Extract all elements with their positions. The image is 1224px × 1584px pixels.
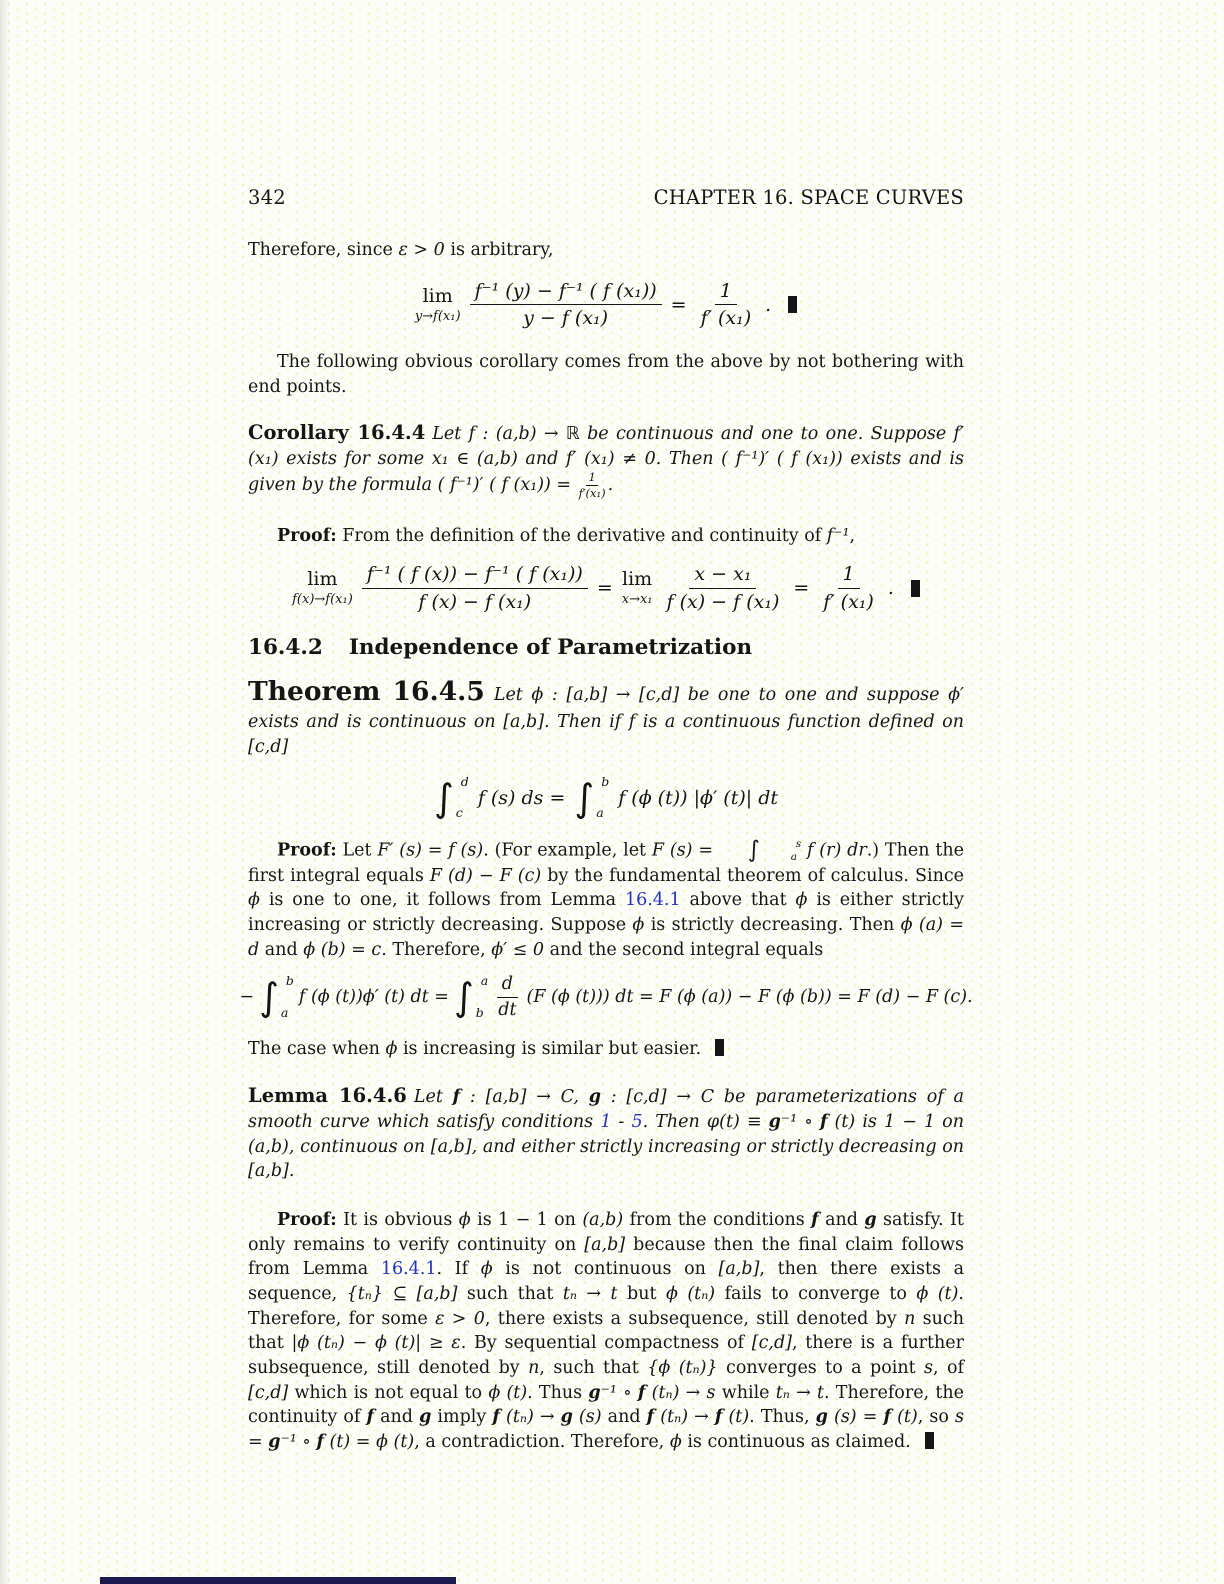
math-run: f (s) ds = xyxy=(477,786,566,809)
integral-sign-icon: ∫ xyxy=(747,837,760,864)
integral-lower-limit: a xyxy=(596,805,604,821)
fraction xyxy=(696,280,757,330)
bold-math-run: f xyxy=(366,1407,374,1428)
text-run: because then the final claim follows from Lemma xyxy=(248,1234,964,1280)
fraction-denominator: y − f (x₁) xyxy=(523,307,609,330)
text-run: is one to one, it follows from Lemma xyxy=(259,890,625,911)
integral xyxy=(259,974,294,1020)
qed-marker xyxy=(925,1432,934,1449)
text-run: , such that xyxy=(539,1358,648,1378)
equation-proof-limit-chain xyxy=(248,563,964,613)
integral xyxy=(434,775,469,821)
math-run: n xyxy=(904,1308,916,1329)
paragraph-corollary-intro xyxy=(248,350,964,399)
lemma-16-4-6 xyxy=(248,1082,964,1184)
limit-operator xyxy=(622,570,653,606)
limit-subscript: f(x)→f(x₁) xyxy=(292,592,353,608)
math-run: ϕ (a) = d xyxy=(248,914,964,960)
math-run: ϕ xyxy=(632,914,645,935)
limit-subscript: y→f(x₁) xyxy=(414,308,461,324)
bold-math-run: g xyxy=(419,1407,432,1428)
math-run: ϕ xyxy=(458,1209,471,1230)
math-run: (s) xyxy=(572,1407,602,1428)
text-run: Therefore, since xyxy=(248,240,399,260)
math-run: ⁻¹ ∘ xyxy=(600,1382,638,1403)
math-run: . xyxy=(765,293,772,316)
text-run: : [c,d] → C be parameterizations of a smooth curve which satisfy conditions xyxy=(248,1087,964,1132)
integral xyxy=(454,974,488,1020)
math-run: ⁻¹ ∘ xyxy=(280,1432,317,1453)
text-run: Let xyxy=(413,1087,453,1108)
math-run: (tₙ) → xyxy=(654,1407,715,1428)
integral-limits xyxy=(594,775,609,821)
text-run: , of xyxy=(933,1358,965,1378)
math-run: f (ϕ (t))ϕ′ (t) dt = xyxy=(298,987,449,1008)
text-run: . If xyxy=(436,1259,481,1280)
math-run: s xyxy=(924,1358,934,1378)
text-run: : [a,b] → C, xyxy=(460,1087,589,1108)
text-run: but xyxy=(617,1283,666,1304)
text-run: such that xyxy=(457,1283,563,1304)
text-run: . Then φ(t) ≡ xyxy=(642,1111,769,1132)
fraction xyxy=(493,974,521,1020)
text-run: is increasing is similar but easier. xyxy=(397,1038,702,1059)
math-run: ϕ (t) xyxy=(916,1283,959,1304)
text-run: Let ϕ : [a,b] → [c,d] be one to one and suppose ϕ′ exists and is continuous on [a,b]. Then if f is a continuous function defined on [c,d] xyxy=(248,684,964,757)
text-run: , there exists a subsequence, still denoted by xyxy=(484,1308,905,1329)
math-run: |ϕ (tₙ) − ϕ (t)| ≥ ε xyxy=(291,1333,461,1354)
bold-math-run: g xyxy=(768,1111,781,1132)
qed-marker xyxy=(911,580,920,597)
cross-reference-link[interactable]: 16.4.1 xyxy=(624,890,681,911)
text-run: . (For example, let xyxy=(483,840,652,861)
limit-subscript: x→x₁ xyxy=(621,592,653,608)
text-run: . Therefore, for some xyxy=(248,1283,964,1329)
math-run: (F (ϕ (t))) dt = F (ϕ (a)) − F (ϕ (b)) = F (d) − F (c). xyxy=(526,987,973,1008)
math-run: {ϕ (tₙ)} xyxy=(647,1358,718,1378)
math-run: ε > 0 xyxy=(398,240,445,260)
integral-upper-limit: b xyxy=(285,973,294,989)
integral-lower-limit: b xyxy=(475,1004,484,1020)
text-run: is not continuous on xyxy=(492,1259,719,1280)
bold-math-run: f xyxy=(819,1111,828,1132)
text-run: is 1 − 1 on xyxy=(470,1209,583,1230)
text-run: by the fundamental theorem of calculus. Since xyxy=(541,865,964,886)
fraction xyxy=(818,563,879,613)
text-run: from the conditions xyxy=(623,1209,812,1230)
math-run: s = xyxy=(248,1407,964,1453)
limit-operator xyxy=(414,284,461,324)
text-run: while xyxy=(715,1382,776,1403)
cross-reference-link[interactable]: 5 xyxy=(631,1111,643,1132)
equation-inverse-derivative-limit xyxy=(248,280,964,330)
text-run: . xyxy=(607,474,614,495)
math-run: [c,d] xyxy=(248,1382,289,1403)
text-run: - xyxy=(611,1111,632,1132)
fraction-numerator: 1 xyxy=(588,470,596,485)
bold-math-run: f xyxy=(637,1382,646,1403)
equation-decreasing-case xyxy=(239,973,973,1020)
text-run: , then there exists a sequence, xyxy=(248,1259,965,1304)
integral-sign-icon: ∫ xyxy=(453,975,474,1020)
math-run: (tₙ) → xyxy=(499,1407,561,1428)
text-run: which is not equal to xyxy=(288,1382,489,1403)
text-run: . Thus, xyxy=(749,1407,816,1428)
fraction xyxy=(577,471,608,499)
bold-math-run: g xyxy=(815,1407,828,1428)
fraction-numerator: x − x₁ xyxy=(689,563,756,588)
math-run: f (ϕ (t)) |ϕ′ (t)| dt xyxy=(618,786,778,809)
text-run: , so xyxy=(917,1407,956,1428)
math-run: ϕ (b) = c xyxy=(303,939,382,960)
math-run: ε > 0 xyxy=(435,1308,485,1329)
integral-limits xyxy=(454,775,469,821)
fraction xyxy=(662,563,785,613)
corollary-heading: Corollary 16.4.4 xyxy=(248,420,426,444)
math-run: {tₙ} ⊆ [a,b] xyxy=(346,1283,458,1304)
text-run: satisfy. It only remains to verify continuity on xyxy=(248,1209,964,1255)
integral xyxy=(574,775,609,821)
integral-upper-limit: b xyxy=(601,773,610,789)
math-run: F (d) − F (c) xyxy=(429,865,542,886)
text-run: such that xyxy=(248,1308,964,1354)
integral-limits xyxy=(474,974,488,1020)
theorem-heading: Theorem 16.4.5 xyxy=(248,675,485,707)
corollary-16-4-4 xyxy=(248,419,964,500)
bold-run: Proof: xyxy=(277,526,337,547)
section-heading xyxy=(248,635,964,660)
text-run: . Thus xyxy=(527,1382,589,1403)
math-run: f (r) dr xyxy=(801,840,867,861)
math-run: − xyxy=(239,987,255,1008)
math-run: ϕ xyxy=(669,1432,682,1453)
text-run: (t) is 1 − 1 on (a,b), continuous on [a,b], and either strictly increasing or strictly decreasing on [a,b]. xyxy=(248,1111,964,1182)
text-run: , xyxy=(849,526,856,547)
bold-math-run: f xyxy=(492,1407,500,1428)
integral-lower-limit: a xyxy=(790,851,798,864)
integral-upper-limit: a xyxy=(480,973,489,989)
fraction-denominator: f′(x₁) xyxy=(578,485,606,500)
math-run: ϕ xyxy=(385,1038,398,1059)
fraction xyxy=(362,563,588,613)
page-header xyxy=(248,186,964,209)
cross-reference-link[interactable]: 1 xyxy=(600,1111,612,1132)
integral-sign-icon: ∫ xyxy=(433,775,454,820)
section-number: 16.4.2 xyxy=(248,634,323,660)
theorem-16-4-5 xyxy=(248,673,964,760)
bottom-scan-artifact xyxy=(100,1577,456,1584)
text-run: converges to a point xyxy=(717,1358,925,1378)
math-run: tₙ → t xyxy=(562,1283,618,1304)
equation-change-of-variables xyxy=(248,775,964,821)
text-run: Let f : (a,b) → ℝ be continuous and one to one. Suppose f′ (x₁) exists for some x₁ ∈ (a,b) and f′ (x₁) ≠ 0. Then ( f⁻¹)′ ( f (x₁)) exists and is given by the formula ( f⁻¹)′ ( f (x₁)) = xyxy=(248,423,964,495)
page-content-column xyxy=(239,0,973,1455)
math-run: (tₙ) → s xyxy=(645,1382,716,1403)
limit-word: lim xyxy=(622,568,653,591)
text-run: above that xyxy=(680,890,796,911)
fraction-denominator: dt xyxy=(498,999,517,1020)
fraction-numerator: d xyxy=(497,974,518,998)
text-run: It is obvious xyxy=(336,1209,459,1230)
integral-sign-icon: ∫ xyxy=(574,775,595,820)
paragraph-epsilon-arbitrary xyxy=(248,238,964,263)
fraction-denominator: f (x) − f (x₁) xyxy=(666,590,780,613)
text-run: . Therefore, the continuity of xyxy=(248,1382,964,1428)
text-run: fails to converge to xyxy=(715,1283,917,1304)
section-title: Independence of Parametrization xyxy=(348,634,753,660)
text-run: . By sequential compactness of xyxy=(460,1333,752,1354)
bold-math-run: f xyxy=(452,1087,461,1108)
fraction-numerator: f⁻¹ ( f (x)) − f⁻¹ ( f (x₁)) xyxy=(362,563,588,588)
math-run: (a,b) xyxy=(582,1209,624,1230)
math-run: n xyxy=(528,1358,540,1378)
math-run: (t) = ϕ (t) xyxy=(323,1432,415,1453)
bold-math-run: g xyxy=(588,1087,601,1108)
math-run: ϕ xyxy=(248,890,260,911)
fraction-denominator: f′ (x₁) xyxy=(700,307,752,330)
bold-math-run: f xyxy=(646,1407,655,1428)
text-run: is continuous as claimed. xyxy=(681,1432,911,1453)
text-run: and the second integral equals xyxy=(544,939,824,960)
math-run: [c,d] xyxy=(751,1333,792,1354)
qed-marker xyxy=(788,296,797,313)
proof-corollary xyxy=(248,524,964,549)
fraction-numerator: 1 xyxy=(715,280,737,305)
fraction-numerator: f⁻¹ (y) − f⁻¹ ( f (x₁)) xyxy=(470,280,662,305)
cross-reference-link[interactable]: 16.4.1 xyxy=(380,1259,437,1280)
bold-math-run: f xyxy=(714,1407,723,1428)
remark-increasing-case xyxy=(248,1037,964,1062)
text-run: , there is a further subsequence, still denoted by xyxy=(248,1333,964,1378)
math-run: (t) xyxy=(890,1407,918,1428)
math-run: = xyxy=(596,577,613,600)
page-number: 342 xyxy=(248,186,286,209)
bold-run: Proof: xyxy=(277,840,337,861)
proof-theorem xyxy=(248,838,964,963)
integral-limits xyxy=(760,838,801,864)
math-run: F′ (s) = f (s) xyxy=(377,840,484,861)
math-run: ϕ xyxy=(480,1259,493,1280)
fraction-numerator: 1 xyxy=(838,563,860,588)
text-run: and xyxy=(818,1209,865,1230)
bold-math-run: g xyxy=(268,1432,281,1453)
math-run: f⁻¹ xyxy=(826,526,850,547)
text-run: From the definition of the derivative and continuity of xyxy=(336,526,827,547)
bold-math-run: g xyxy=(560,1407,573,1428)
text-run: and xyxy=(601,1407,647,1428)
math-run: . xyxy=(887,577,894,600)
chapter-running-head: CHAPTER 16. SPACE CURVES xyxy=(653,186,964,209)
math-run: ϕ (tₙ) xyxy=(665,1283,716,1304)
bold-run: Proof: xyxy=(277,1209,337,1230)
bold-math-run: f xyxy=(883,1407,891,1428)
math-run: = xyxy=(793,577,810,600)
bold-math-run: f xyxy=(316,1432,324,1453)
lemma-heading: Lemma 16.4.6 xyxy=(248,1084,407,1108)
text-run: and xyxy=(374,1407,420,1428)
text-run: .) Then the first integral equals xyxy=(248,840,964,886)
limit-operator xyxy=(292,570,353,606)
text-run: The following obvious corollary comes from the above by not bothering with end points. xyxy=(248,352,964,398)
text-run: ⁻¹ ∘ xyxy=(780,1111,820,1132)
integral-lower-limit: a xyxy=(280,1004,289,1020)
bold-math-run: g xyxy=(864,1209,877,1230)
integral-limits xyxy=(279,974,294,1020)
text-run: imply xyxy=(431,1407,493,1428)
integral-sign-icon: ∫ xyxy=(259,975,279,1020)
text-run: is arbitrary, xyxy=(444,240,554,260)
math-run: (s) = xyxy=(827,1407,884,1428)
limit-word: lim xyxy=(422,284,453,307)
math-run: (t) xyxy=(722,1407,750,1428)
text-run: and xyxy=(259,939,304,960)
bold-math-run: g xyxy=(588,1382,601,1403)
page-left-edge-shading xyxy=(0,0,10,1584)
math-run: tₙ → t xyxy=(775,1382,825,1403)
math-run: F (s) = xyxy=(651,840,719,861)
text-run: is strictly decreasing. Then xyxy=(644,914,901,935)
text-run: . Therefore, xyxy=(381,939,492,960)
math-run: = xyxy=(670,293,687,316)
math-run: ϕ′ ≤ 0 xyxy=(491,939,545,960)
integral-upper-limit: d xyxy=(460,773,469,789)
text-run: Let xyxy=(336,840,378,861)
proof-lemma xyxy=(248,1208,964,1455)
math-run: ϕ (t) xyxy=(488,1382,528,1403)
math-run: [a,b] xyxy=(584,1234,626,1255)
fraction xyxy=(470,280,662,330)
integral-upper-limit: s xyxy=(795,837,802,850)
text-run: , a contradiction. Therefore, xyxy=(414,1432,670,1453)
limit-word: lim xyxy=(307,568,338,591)
qed-marker xyxy=(715,1039,724,1056)
math-run: [a,b] xyxy=(718,1259,760,1280)
integral xyxy=(719,838,801,864)
integral-lower-limit: c xyxy=(455,805,463,821)
fraction-denominator: f (x) − f (x₁) xyxy=(418,590,532,613)
bold-math-run: f xyxy=(811,1209,819,1230)
math-run: ϕ xyxy=(795,890,808,911)
text-run: The case when xyxy=(248,1038,386,1059)
text-run: is either strictly increasing or strictly decreasing. Suppose xyxy=(248,890,964,935)
fraction-denominator: f′ (x₁) xyxy=(823,590,874,613)
